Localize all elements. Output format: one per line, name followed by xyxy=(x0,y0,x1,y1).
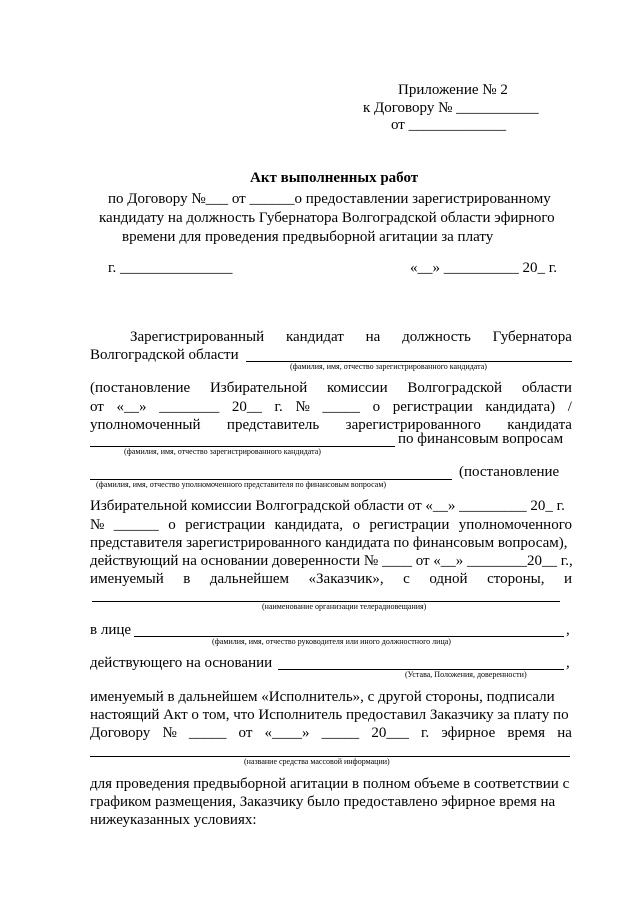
p2-line-3: уполномоченный представитель зарегистрированного кандидата xyxy=(90,417,572,433)
contract-reference: к Договору № ___________ xyxy=(363,100,539,116)
document-title: Акт выполненных работ xyxy=(250,170,419,186)
p3-line-1: Избирательной комиссии Волгоградской области от «__» _________ 20_ г. xyxy=(90,498,565,514)
p1-line-2: Волгоградской области xyxy=(90,347,239,363)
p5-line-2: графиком размещения, Заказчику было предоставлено эфирное время на xyxy=(90,794,556,810)
face-comma: , xyxy=(566,622,570,638)
p2-line-4: по финансовым вопросам xyxy=(398,431,564,447)
p4-line-1: именуемый в дальнейшем «Исполнитель», с другой стороны, подписали xyxy=(90,689,555,705)
caption-basis: (Устава, Положения, доверенности) xyxy=(405,670,527,679)
face-label: в лице xyxy=(90,622,132,638)
acting-comma: , xyxy=(566,655,570,671)
title-line-1: по Договору №___ от ______о предоставлении зарегистрированному xyxy=(108,191,551,207)
p1-line-1: Зарегистрированный кандидат на должность Губернатора xyxy=(130,329,572,345)
caption-organization: (наименование организации телерадиовещания) xyxy=(262,602,427,611)
acting-label: действующего на основании xyxy=(90,655,273,671)
caption-media: (название средства массовой информации) xyxy=(244,757,390,766)
city-field: г. _______________ xyxy=(108,260,233,276)
title-line-3: времени для проведения предвыборной агитации за плату xyxy=(122,229,494,245)
p4-line-3: Договору № _____ от «____» _____ 20___ г. эфирное время на xyxy=(90,725,572,741)
p2-line-1: (постановление Избирательной комиссии Волгоградской области xyxy=(90,380,572,396)
p5-line-1: для проведения предвыборной агитации в полном объеме в соответствии с xyxy=(90,776,570,792)
title-line-2: кандидату на должность Губернатора Волгоградской области эфирного xyxy=(99,210,555,226)
p5-line-3: нижеуказанных условиях: xyxy=(90,812,257,828)
p2-line-5: (постановление xyxy=(459,464,560,480)
p3-line-3: представителя зарегистрированного кандидата по финансовым вопросам), xyxy=(90,535,568,551)
contract-date: от _____________ xyxy=(391,117,507,133)
p3-line-4: действующий на основании доверенности № ____ от «__» ________20__ г., xyxy=(90,553,573,569)
caption-candidate: (фамилия, имя, отчество зарегистрированного кандидата) xyxy=(290,362,487,371)
appendix-number: Приложение № 2 xyxy=(398,82,508,98)
p4-line-2: настоящий Акт о том, что Исполнитель предоставил Заказчику за плату по xyxy=(90,707,569,723)
caption-agent: (фамилия, имя, отчество уполномоченного представителя по финансовым вопросам) xyxy=(96,480,387,489)
caption-candidate-2: (фамилия, имя, отчество зарегистрированного кандидата) xyxy=(124,447,321,456)
p2-line-2: от «__» ________ 20__ г. № _____ о регистрации кандидата) / xyxy=(90,399,572,415)
p3-line-2: № ______ о регистрации кандидата, о регистрации уполномоченного xyxy=(90,517,572,533)
caption-head: (фамилия, имя, отчество руководителя или иного должностного лица) xyxy=(212,637,451,646)
date-field: «__» __________ 20_ г. xyxy=(410,260,557,276)
p3-line-5: именуемый в дальнейшем «Заказчик», с одной стороны, и xyxy=(90,571,572,587)
